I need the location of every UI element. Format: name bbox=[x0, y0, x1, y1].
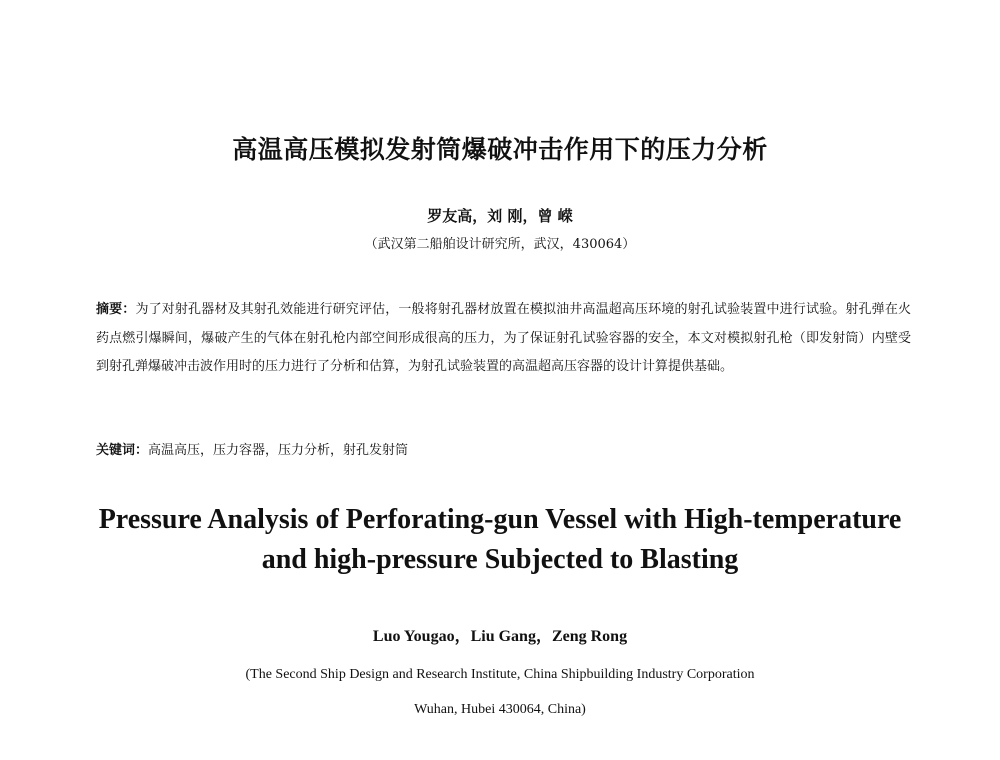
chinese-authors: 罗友高，刘 刚，曾 嵘 bbox=[427, 207, 573, 225]
english-affiliation bbox=[0, 657, 1000, 727]
keywords-label: 关键词： bbox=[96, 443, 149, 458]
chinese-title: 高温高压模拟发射筒爆破冲击作用下的压力分析 bbox=[232, 135, 768, 164]
english-title-line-2: and high-pressure Subjected to Blasting bbox=[261, 544, 739, 575]
abstract-text: 为了对射孔器材及其射孔效能进行研究评估，一般将射孔器材放置在模拟油井高温超高压环境的射孔试验装置中进行试验。射孔弹在火药点燃引爆瞬间，爆破产生的气体在射孔枪内部空间形成很高的压力，为了保证射孔试验容器的安全，本文对模拟射孔枪（即发射筒）内壁受到射孔弹爆破冲击波作用时的压力进行了分析和估算，为射孔试验装置的高温超高压容器的设计计算提供基础。 bbox=[96, 302, 911, 374]
abstract-label: 摘要： bbox=[96, 302, 136, 317]
chinese-affiliation: （武汉第二船舶设计研究所，武汉，430064） bbox=[364, 237, 636, 252]
english-affiliation-line-2: Wuhan, Hubei 430064, China) bbox=[414, 702, 586, 717]
chinese-keywords bbox=[96, 438, 911, 464]
chinese-abstract bbox=[96, 296, 911, 382]
english-title bbox=[0, 500, 1000, 580]
english-affiliation-line-1: (The Second Ship Design and Research Institute, China Shipbuilding Industry Corporation bbox=[245, 667, 755, 682]
english-title-line-1: Pressure Analysis of Perforating-gun Vessel with High-temperature bbox=[98, 504, 902, 535]
english-authors: Luo Yougao，Liu Gang，Zeng Rong bbox=[372, 628, 628, 645]
keywords-text: 高温高压，压力容器，压力分析，射孔发射筒 bbox=[148, 443, 409, 458]
